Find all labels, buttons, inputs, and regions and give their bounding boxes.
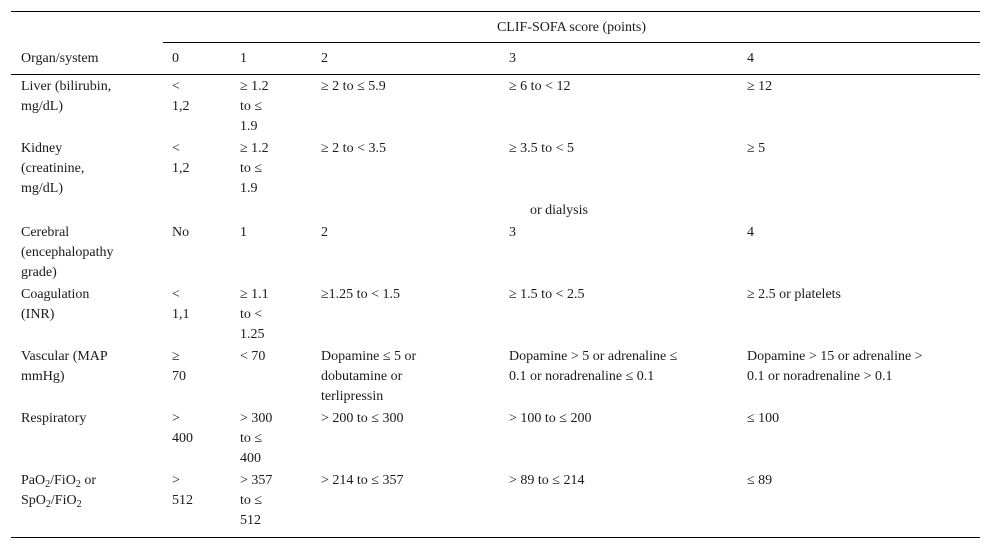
row-kidney-score-3-dialysis: or dialysis xyxy=(530,203,588,218)
row-kidney-score-2: ≥ 2 to < 3.5 xyxy=(321,141,386,156)
row-vascular-score-2: Dopamine ≤ 5 or dobutamine or terlipressin xyxy=(321,349,417,404)
row-cerebral-score-4: 4 xyxy=(747,225,754,240)
row-pao2-score-0: > 512 xyxy=(172,473,193,508)
header-bottom-rule xyxy=(11,74,980,75)
row-liver-score-0: < 1,2 xyxy=(172,79,190,114)
top-rule xyxy=(11,11,980,12)
row-liver-score-3: ≥ 6 to < 12 xyxy=(509,79,571,94)
row-coagulation-organ: Coagulation (INR) xyxy=(21,287,90,322)
column-header-3: 3 xyxy=(509,51,516,66)
row-pao2-score-1: > 357 to ≤ 512 xyxy=(240,473,273,528)
row-kidney-score-3: ≥ 3.5 to < 5 xyxy=(509,141,574,156)
bottom-rule xyxy=(11,537,980,538)
row-cerebral-score-1: 1 xyxy=(240,225,247,240)
group-header: CLIF-SOFA score (points) xyxy=(496,20,647,35)
row-coagulation-score-0: < 1,1 xyxy=(172,287,190,322)
row-respiratory-score-2: > 200 to ≤ 300 xyxy=(321,411,404,426)
row-respiratory-score-3: > 100 to ≤ 200 xyxy=(509,411,592,426)
row-pao2-score-4: ≤ 89 xyxy=(747,473,773,488)
row-liver-score-1: ≥ 1.2 to ≤ 1.9 xyxy=(240,79,269,134)
row-vascular-organ: Vascular (MAP mmHg) xyxy=(21,349,108,384)
row-vascular-score-0: ≥ 70 xyxy=(172,349,186,384)
row-pao2-score-3: > 89 to ≤ 214 xyxy=(509,473,585,488)
row-pao2-organ: PaO$_2$/FiO$_2$ or SpO$_2$/FiO$_2$ xyxy=(21,473,96,510)
row-kidney-score-4: ≥ 5 xyxy=(747,141,766,156)
row-kidney-score-0: < 1,2 xyxy=(172,141,190,176)
row-cerebral-score-3: 3 xyxy=(509,225,516,240)
row-vascular-score-1: < 70 xyxy=(240,349,266,364)
row-coagulation-score-3: ≥ 1.5 to < 2.5 xyxy=(509,287,585,302)
row-vascular-score-4: Dopamine > 15 or adrenaline > 0.1 or noradrenaline > 0.1 xyxy=(747,349,923,384)
row-respiratory-score-0: > 400 xyxy=(172,411,193,446)
row-cerebral-organ: Cerebral (encephalopathy grade) xyxy=(21,225,114,280)
column-header-1: 1 xyxy=(240,51,247,66)
row-coagulation-score-2: ≥1.25 to < 1.5 xyxy=(321,287,400,302)
row-pao2-score-2: > 214 to ≤ 357 xyxy=(321,473,404,488)
column-header-2: 2 xyxy=(321,51,328,66)
row-coagulation-score-4: ≥ 2.5 or platelets xyxy=(747,287,841,302)
row-liver-score-2: ≥ 2 to ≤ 5.9 xyxy=(321,79,386,94)
group-header-rule xyxy=(163,42,980,43)
column-header-4: 4 xyxy=(747,51,754,66)
column-header-0: 0 xyxy=(172,51,179,66)
row-respiratory-score-1: > 300 to ≤ 400 xyxy=(240,411,273,466)
row-vascular-score-3: Dopamine > 5 or adrenaline ≤ 0.1 or noradrenaline ≤ 0.1 xyxy=(509,349,678,384)
row-liver-score-4: ≥ 12 xyxy=(747,79,773,94)
row-respiratory-organ: Respiratory xyxy=(21,411,87,426)
column-header-organ: Organ/system xyxy=(21,51,99,66)
row-cerebral-score-2: 2 xyxy=(321,225,328,240)
row-cerebral-score-0: No xyxy=(172,225,190,240)
row-respiratory-score-4: ≤ 100 xyxy=(747,411,780,426)
row-liver-organ: Liver (bilirubin, mg/dL) xyxy=(21,79,112,114)
row-kidney-score-1: ≥ 1.2 to ≤ 1.9 xyxy=(240,141,269,196)
row-coagulation-score-1: ≥ 1.1 to < 1.25 xyxy=(240,287,269,342)
row-kidney-organ: Kidney (creatinine, mg/dL) xyxy=(21,141,85,196)
